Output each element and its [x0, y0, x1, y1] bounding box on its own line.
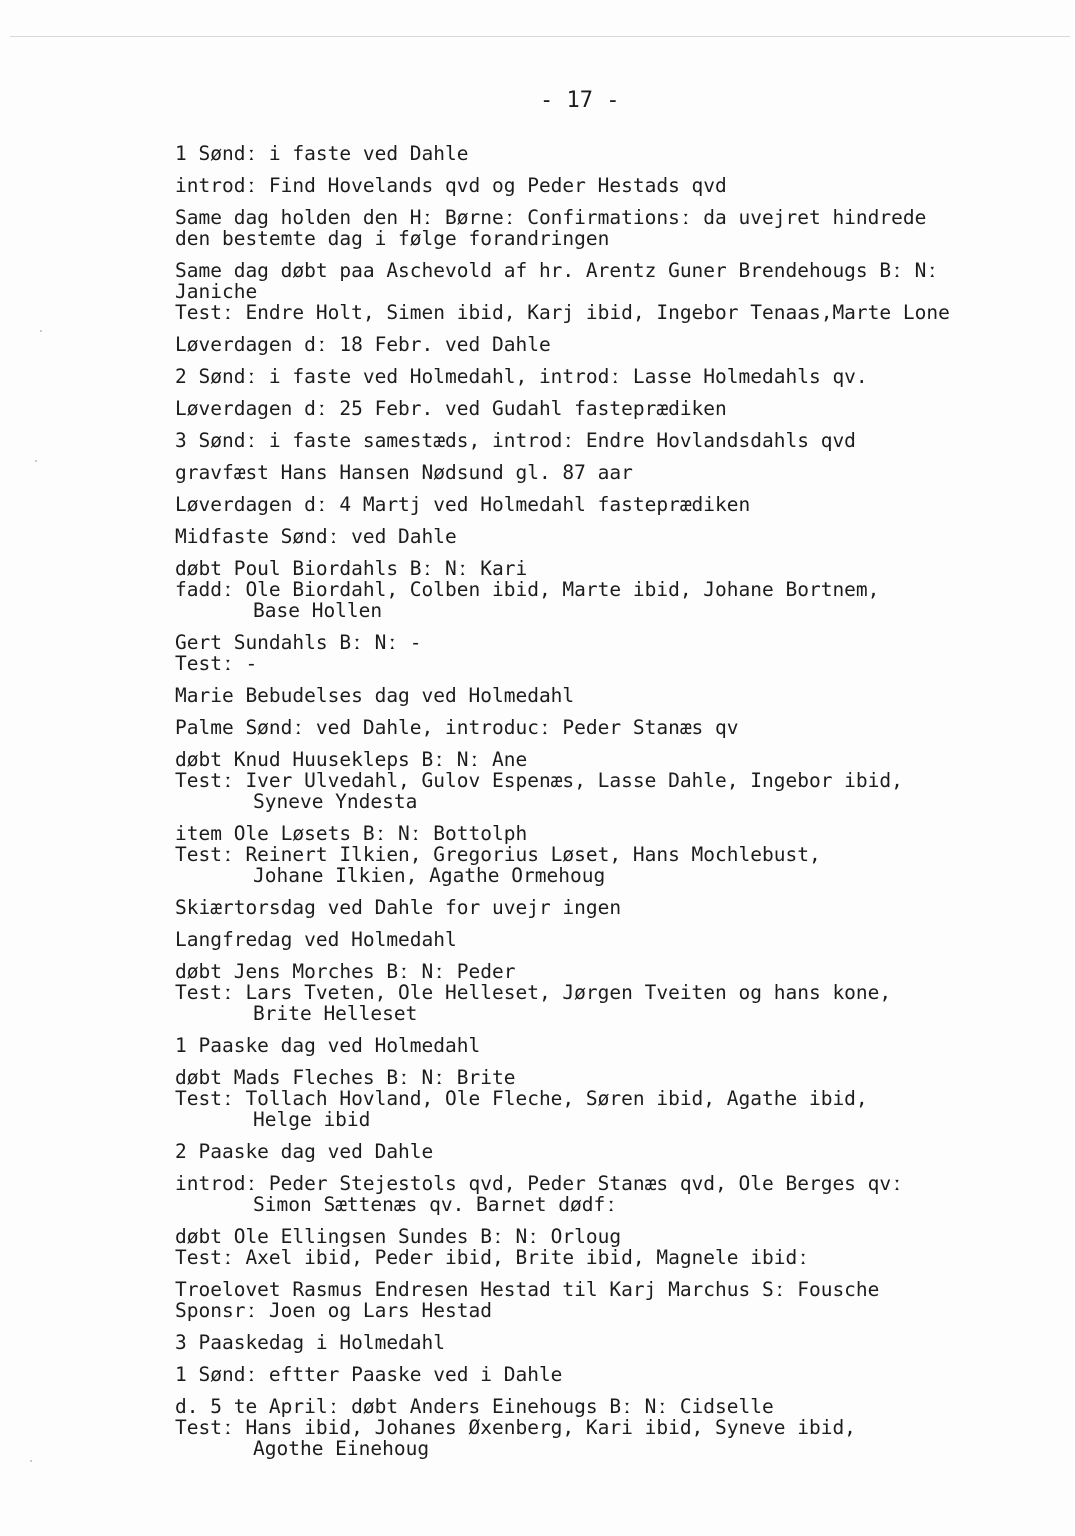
register-entry	[175, 494, 1065, 515]
entry-line: Skiærtorsdag ved Dahle for uvejr ingen	[175, 896, 622, 919]
register-entry	[175, 334, 1065, 355]
register-entry	[175, 1364, 1065, 1385]
entry-line: Palme Søndː ved Dahle, introducː Peder Stanæs qv	[175, 716, 739, 739]
register-entry	[175, 398, 1065, 419]
register-entry	[175, 526, 1065, 547]
entry-line: introdː Peder Stejestols qvd, Peder Stanæs qvd, Ole Berges qvː	[175, 1172, 903, 1195]
entry-line: den bestemte dag i følge forandringen	[175, 227, 610, 250]
entry-line: døbt Poul Biordahls Bː Nː Kari	[175, 557, 528, 580]
entry-line: 2 Søndː i faste ved Holmedahl, introdː Lasse Holmedahls qv.	[175, 365, 868, 388]
page-number: - 17 -	[540, 88, 620, 113]
register-entry	[175, 175, 1065, 196]
register-entry	[175, 1226, 1065, 1268]
entry-line: Løverdagen dː 4 Martj ved Holmedahl fasteprædiken	[175, 493, 751, 516]
entry-line: Marie Bebudelses dag ved Holmedahl	[175, 684, 575, 707]
page-top-edge	[10, 36, 1070, 37]
entry-line: 3 Paaskedag i Holmedahl	[175, 1331, 446, 1354]
entry-line: Testː -	[175, 652, 258, 675]
entry-line: Same dag døbt paa Aschevold af hr. Arentz Guner Brendehougs Bː Nː	[175, 259, 939, 282]
entry-line: Same dag holden den Hː Børneː Confirmationsː da uvejret hindrede	[175, 206, 927, 229]
entry-line: Løverdagen dː 25 Febr. ved Gudahl fasteprædiken	[175, 397, 727, 420]
entry-line: 1 Paaske dag ved Holmedahl	[175, 1034, 481, 1057]
register-entry	[175, 1067, 1065, 1130]
register-entry	[175, 1173, 1065, 1215]
entry-line: d. 5 te Aprilː døbt Anders Einehougs Bː Nː Cidselle	[175, 1395, 774, 1418]
register-entry	[175, 1141, 1065, 1162]
register-entry	[175, 1396, 1065, 1459]
entry-line: Testː Axel ibid, Peder ibid, Brite ibid, Magnele ibidː	[175, 1246, 809, 1269]
entry-line: introdː Find Hovelands qvd og Peder Hestads qvd	[175, 174, 727, 197]
register-entry	[175, 685, 1065, 706]
register-entry	[175, 462, 1065, 483]
entry-line: Testː Hans ibid, Johanes Øxenberg, Kari ibid, Syneve ibid,	[175, 1416, 856, 1439]
entry-line: Agothe Einehoug	[253, 1437, 430, 1460]
entry-line: 1 Søndː i faste ved Dahle	[175, 142, 469, 165]
scan-speck	[30, 1460, 32, 1462]
entry-line: Helge ibid	[253, 1108, 371, 1131]
scan-speck	[40, 330, 42, 332]
entry-line: 2 Paaske dag ved Dahle	[175, 1140, 434, 1163]
entry-line: døbt Jens Morches Bː Nː Peder	[175, 960, 516, 983]
entry-line: Langfredag ved Holmedahl	[175, 928, 457, 951]
register-entry	[175, 961, 1065, 1024]
register-entry	[175, 366, 1065, 387]
register-entry	[175, 260, 1065, 323]
entry-line: Testː Tollach Hovland, Ole Fleche, Søren ibid, Agathe ibid,	[175, 1087, 868, 1110]
entry-line: Johane Ilkien, Agathe Ormehoug	[253, 864, 606, 887]
register-entry	[175, 430, 1065, 451]
entry-line: Midfaste Søndː ved Dahle	[175, 525, 457, 548]
entry-line: gravfæst Hans Hansen Nødsund gl. 87 aar	[175, 461, 633, 484]
register-entry	[175, 717, 1065, 738]
entry-line: Simon Sættenæs qv. Barnet dødfː	[253, 1193, 617, 1216]
entry-line: item Ole Løsets Bː Nː Bottolph	[175, 822, 528, 845]
entry-line: Gert Sundahls Bː Nː -	[175, 631, 422, 654]
register-entry	[175, 897, 1065, 918]
entry-line: faddː Ole Biordahl, Colben ibid, Marte ibid, Johane Bortnem,	[175, 578, 880, 601]
entry-line: 3 Søndː i faste samestæds, introdː Endre Hovlandsdahls qvd	[175, 429, 856, 452]
entry-line: Testː Iver Ulvedahl, Gulov Espenæs, Lasse Dahle, Ingebor ibid,	[175, 769, 903, 792]
register-entry	[175, 143, 1065, 164]
entry-line: Løverdagen dː 18 Febr. ved Dahle	[175, 333, 551, 356]
scan-speck	[35, 460, 37, 462]
register-entry	[175, 207, 1065, 249]
entry-line: Sponsrː Joen og Lars Hestad	[175, 1299, 492, 1322]
entry-line: Brite Helleset	[253, 1002, 418, 1025]
register-entries	[175, 143, 1065, 1470]
entry-line: Syneve Yndesta	[253, 790, 418, 813]
entry-line: døbt Ole Ellingsen Sundes Bː Nː Orloug	[175, 1225, 622, 1248]
entry-line: Testː Lars Tveten, Ole Helleset, Jørgen Tveiten og hans kone,	[175, 981, 892, 1004]
entry-line: Troelovet Rasmus Endresen Hestad til Karj Marchus Sː Fousche	[175, 1278, 880, 1301]
entry-line: Base Hollen	[253, 599, 383, 622]
register-entry	[175, 558, 1065, 621]
entry-line: døbt Knud Huusekleps Bː Nː Ane	[175, 748, 528, 771]
register-entry	[175, 632, 1065, 674]
register-entry	[175, 929, 1065, 950]
entry-line: døbt Mads Fleches Bː Nː Brite	[175, 1066, 516, 1089]
register-entry	[175, 1279, 1065, 1321]
register-entry	[175, 1332, 1065, 1353]
register-entry	[175, 1035, 1065, 1056]
entry-line: Janiche	[175, 280, 258, 303]
register-entry	[175, 823, 1065, 886]
entry-line: Testː Endre Holt, Simen ibid, Karj ibid, Ingebor Tenaas,Marte Lone	[175, 301, 950, 324]
entry-line: 1 Søndː eftter Paaske ved i Dahle	[175, 1363, 563, 1386]
entry-line: Testː Reinert Ilkien, Gregorius Løset, Hans Mochlebust,	[175, 843, 821, 866]
register-entry	[175, 749, 1065, 812]
